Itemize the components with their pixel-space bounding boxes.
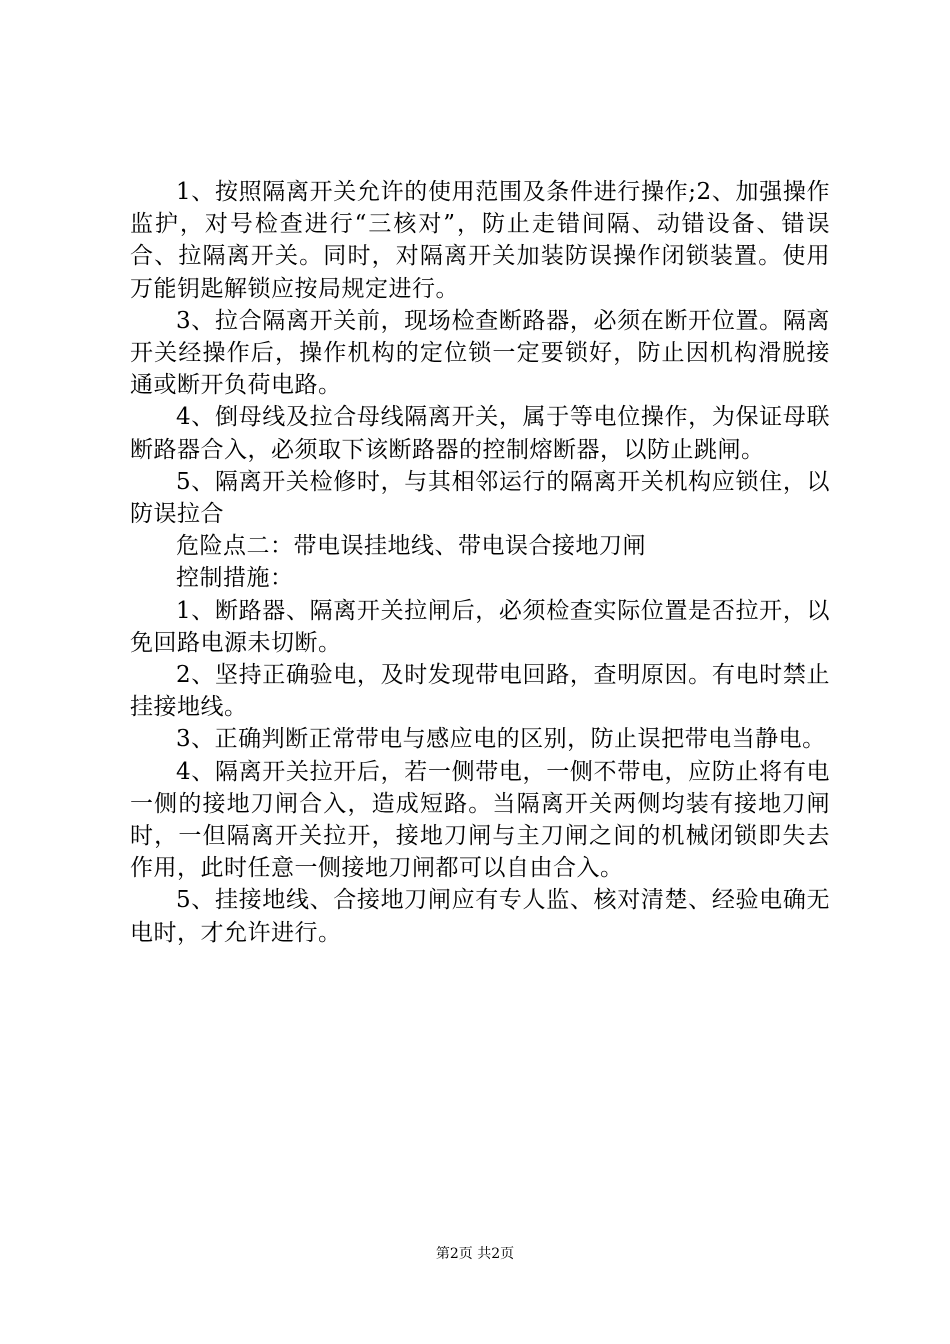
paragraph-measure-4: 4、倒母线及拉合母线隔离开关，属于等电位操作，为保证母联断路器合入，必须取下该断路器的控制熔断器，以防止跳闸。: [130, 404, 830, 463]
paragraph-control-4: 4、隔离开关拉开后，若一侧带电，一侧不带电，应防止将有电一侧的接地刀闸合入，造成短路。当隔离开关两侧均装有接地刀闸时，一但隔离开关拉开，接地刀闸与主刀闸之间的机械闭锁即失去作用，此时任意一侧接地刀闸都可以自由合入。: [130, 758, 830, 882]
paragraph-measure-1-2: 1、按照隔离开关允许的使用范围及条件进行操作;2、加强操作监护，对号检查进行“三核对”，防止走错间隔、动错设备、错误合、拉隔离开关。同时，对隔离开关加装防误操作闭锁装置。使用万能钥匙解锁应按局规定进行。: [130, 179, 830, 302]
paragraph-measure-3: 3、拉合隔离开关前，现场检查断路器，必须在断开位置。隔离开关经操作后，操作机构的定位锁一定要锁好，防止因机构滑脱接通或断开负荷电路。: [130, 307, 830, 399]
page-footer: 第2页 共2页: [435, 1246, 515, 1262]
paragraph-measure-5: 5、隔离开关检修时，与其相邻运行的隔离开关机构应锁住，以防误拉合: [130, 468, 830, 528]
control-measures-heading: 控制措施：: [176, 565, 294, 592]
paragraph-control-3: 3、正确判断正常带电与感应电的区别，防止误把带电当静电。: [176, 726, 826, 753]
paragraph-control-1: 1、断路器、隔离开关拉闸后，必须检查实际位置是否拉开，以免回路电源未切断。: [130, 597, 830, 656]
hazard-point-heading: 危险点二：带电误挂地线、带电误合接地刀闸: [176, 533, 646, 560]
document-body: [130, 176, 830, 949]
paragraph-control-5: 5、挂接地线、合接地刀闸应有专人监、核对清楚、经验电确无电时，才允许进行。: [130, 887, 830, 946]
paragraph-control-2: 2、坚持正确验电，及时发现带电回路，查明原因。有电时禁止挂接地线。: [130, 662, 830, 721]
